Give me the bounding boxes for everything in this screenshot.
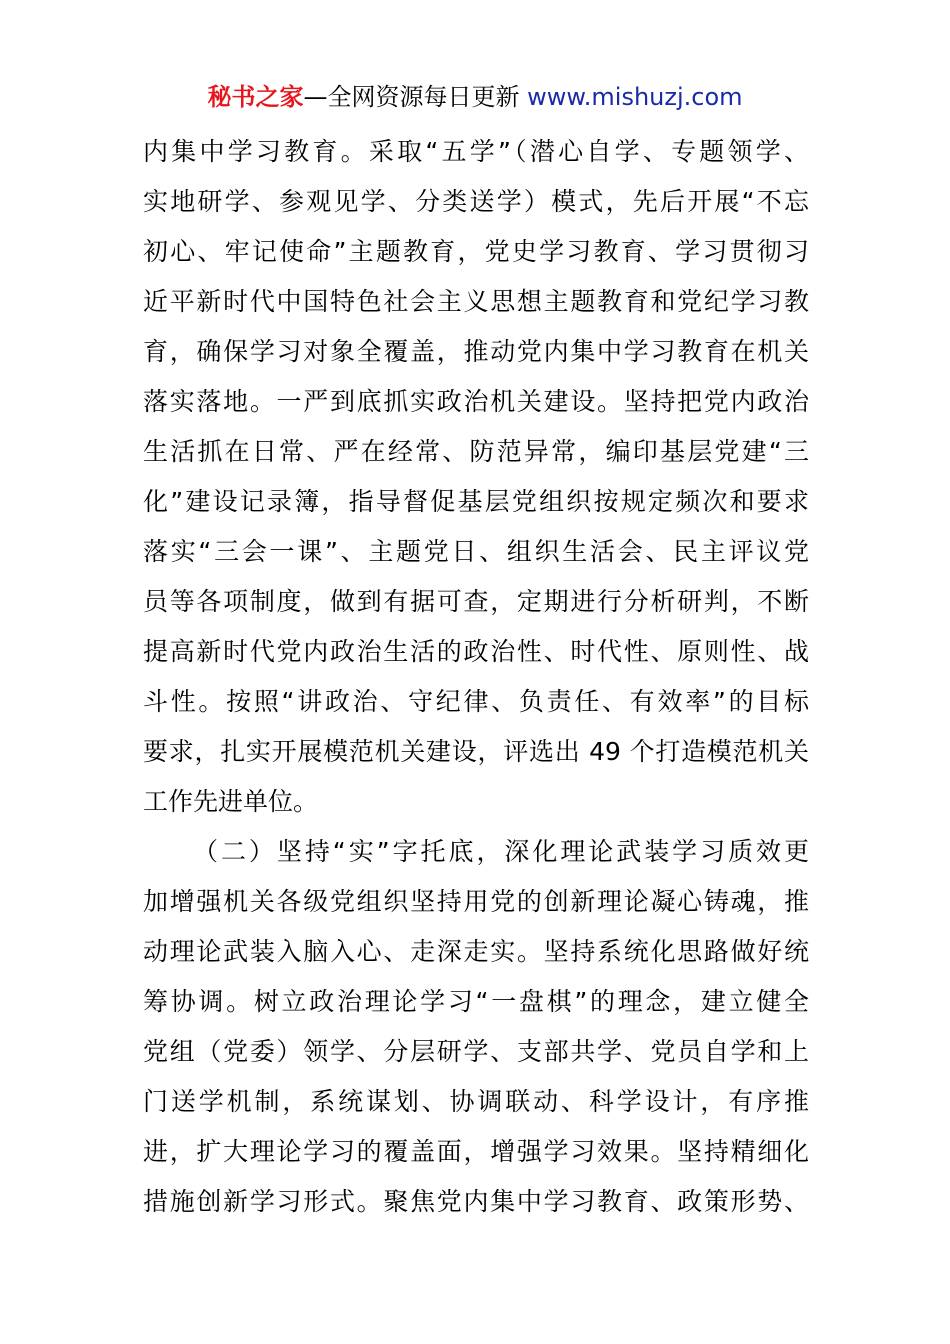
body-line: 措施创新学习形式。聚焦党内集中学习教育、政策形势、 [143, 1187, 809, 1216]
body-line: 初心、牢记使命”主题教育，党史学习教育、学习贯彻习 [143, 237, 809, 266]
body-line: 实地研学、参观见学、分类送学）模式，先后开展“不忘 [143, 187, 809, 216]
body-line: 工作先进单位。 [143, 787, 319, 816]
body-line: 育，确保学习对象全覆盖，推动党内集中学习教育在机关 [143, 337, 809, 366]
body-line: 员等各项制度，做到有据可查，定期进行分析研判，不断 [143, 587, 809, 616]
body-line: 筹协调。树立政治理论学习“一盘棋”的理念，建立健全 [143, 987, 809, 1016]
page-header [0, 80, 950, 114]
body-line: 加增强机关各级党组织坚持用党的创新理论凝心铸魂，推 [143, 887, 809, 916]
body-line: 生活抓在日常、严在经常、防范异常，编印基层党建“三 [143, 437, 809, 466]
body-line: 门送学机制，系统谋划、协调联动、科学设计，有序推 [143, 1087, 809, 1116]
body-line: 内集中学习教育。采取“五学”（潜心自学、专题领学、 [143, 137, 809, 166]
header-tagline: —全网资源每日更新 [303, 83, 528, 111]
body-line: 进，扩大理论学习的覆盖面，增强学习效果。坚持精细化 [143, 1137, 809, 1166]
body-line: 要求，扎实开展模范机关建设，评选出 49 个打造模范机关 [143, 737, 809, 766]
header-site-link[interactable]: www.mishuzj.com [527, 83, 743, 111]
body-line: 化”建设记录簿，指导督促基层党组织按规定频次和要求 [143, 487, 809, 516]
body-line: 落实“三会一课”、主题党日、组织生活会、民主评议党 [143, 537, 809, 566]
body-line: 近平新时代中国特色社会主义思想主题教育和党纪学习教 [143, 287, 809, 316]
body-line: 斗性。按照“讲政治、守纪律、负责任、有效率”的目标 [143, 687, 809, 716]
body-line: 党组（党委）领学、分层研学、支部共学、党员自学和上 [143, 1037, 809, 1066]
body-line: 动理论武装入脑入心、走深走实。坚持系统化思路做好统 [143, 937, 809, 966]
header-brand: 秘书之家 [207, 83, 304, 111]
body-line: 提高新时代党内政治生活的政治性、时代性、原则性、战 [143, 637, 809, 666]
body-line: 落实落地。一严到底抓实政治机关建设。坚持把党内政治 [143, 387, 809, 416]
document-body [143, 127, 809, 1227]
body-line-section-heading: （二）坚持“实”字托底，深化理论武装学习质效更 [193, 837, 809, 866]
